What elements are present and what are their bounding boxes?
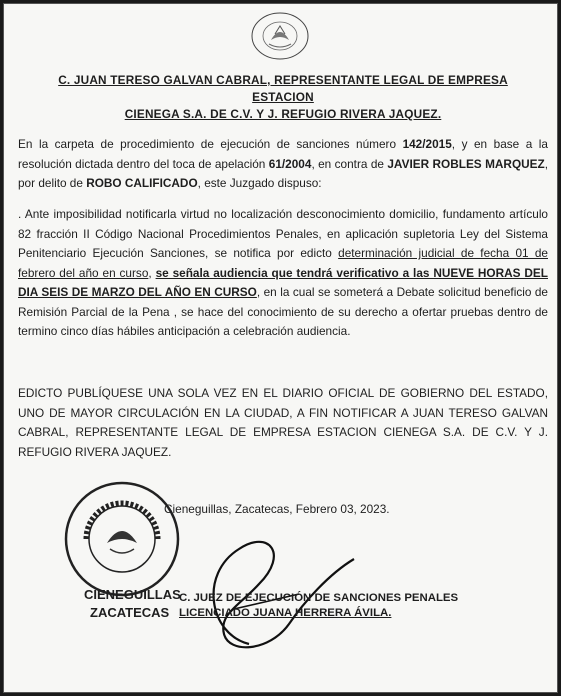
intro-paragraph [18,135,548,194]
edict-paragraph: EDICTO PUBLÍQUESE UNA SOLA VEZ EN EL DIARIO OFICIAL DE GOBIERNO DEL ESTADO, UNO DE MAYOR CIRCULACIÓN EN LA CIUDAD, A FIN NOTIFICAR A JUAN TERESO GALVAN CABRAL, REPRESENTANTE LEGAL DE EMPRESA ESTACION CIENEGA S.A. DE C.V. Y J. REFUGIO RIVERA JAQUEZ. [18,386,548,459]
resolution-text-a: . Ante imposibilidad notificarla virtud no localización desconocimiento domicilio, fundamento artículo 82 fracción II Código Nacional Procedimientos Penales, en aplicación supletoria Ley del Sistema Penitenciario Ejecución Sanciones, se notifica por edicto [18,207,548,260]
toca-number: 61/2004 [268,156,312,171]
resolution-paragraph [18,205,548,342]
defendant-name: JAVIER ROBLES MARQUEZ [387,156,545,171]
intro-text-b: , y en base a la resolución dictada dentro del toca de apelación [18,137,548,171]
handwritten-place-line-2: ZACATECAS [90,605,170,620]
document-page [3,3,558,693]
heading-line-1: C. JUAN TERESO GALVAN CABRAL, REPRESENTANTE LEGAL DE EMPRESA ESTACION [58,73,508,104]
judge-signature [179,514,369,664]
intro-text-d: , por delito de [18,156,548,190]
intro-text-c: , en contra de [311,156,388,171]
coat-of-arms-seal [249,10,311,62]
court-stamp [62,479,182,599]
judge-title: C. JUEZ DE EJECUCIÓN DE SANCIONES PENALES [179,592,459,604]
addressee-heading [28,72,538,123]
hearing-date: se señala audiencia que tendrá verificativo a las NUEVE HORAS DEL DIA SEIS DE MARZO DEL AÑO EN CURSO [18,265,548,299]
resolution-date: determinación judicial de fecha 01 de febrero del año en curso [18,246,548,280]
judge-name: LICENCIADO JUANA HERRERA ÁVILA. [179,607,392,619]
intro-text-a: En la carpeta de procedimiento de ejecución de sanciones número [18,137,403,151]
handwritten-place-line-1: CIENEGUILLAS [84,587,181,602]
intro-text-e: , este Juzgado dispuso: [197,176,322,190]
case-number: 142/2015 [402,137,452,151]
resolution-text-b: , [148,265,156,280]
crime-name: ROBO CALIFICADO [86,176,198,190]
heading-line-2: CIENEGA S.A. DE C.V. Y J. REFUGIO RIVERA JAQUEZ. [124,107,442,121]
resolution-text-c: , en la cual se someterá a Debate solicitud beneficio de Remisión Parcial de la Pena , se hace del conocimiento de su derecho a ofertar pruebas dentro de termino cinco días hábiles anticipación a celebración audiencia. [18,285,548,338]
place-and-date: Cieneguillas, Zacatecas, Febrero 03, 2023. [164,502,390,516]
